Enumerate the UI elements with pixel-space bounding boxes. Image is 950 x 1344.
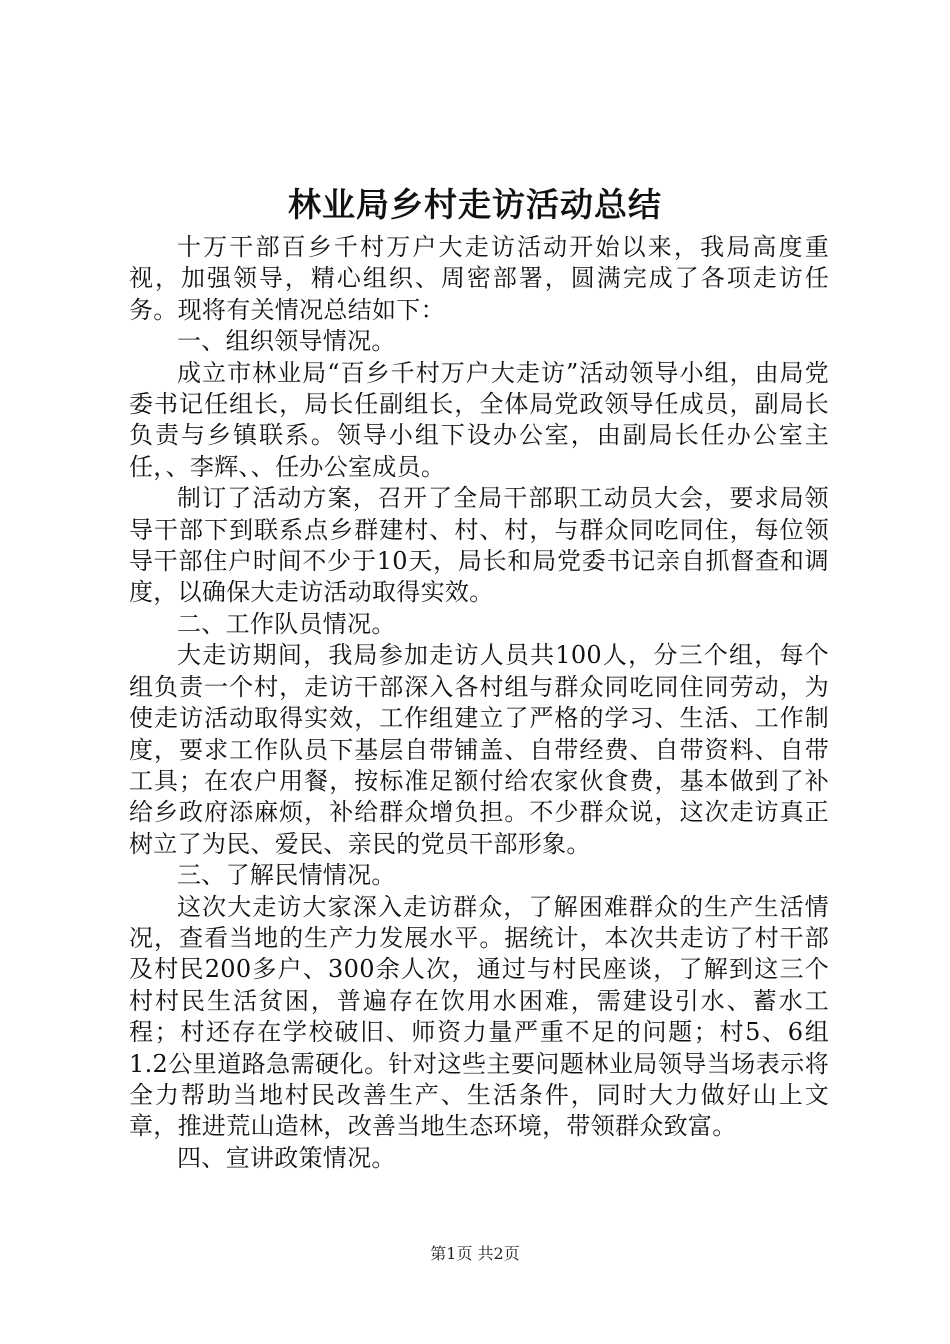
paragraph-public-situation: 这次大走访大家深入走访群众，了解困难群众的生产生活情况，查看当地的生产力发展水平。据统计，本次共走访了村干部及村民200多户、300余人次，通过与村民座谈，了解到这三个村村民生活贫困，普遍存在饮用水困难，需建设引水、蓄水工程；村还存在学校破旧、师资力量严重不足的问题；村5、6组1.2公里道路急需硬化。针对这些主要问题林业局领导当场表示将全力帮助当地村民改善生产、生活条件，同时大力做好山上文章，推进荒山造林，改善当地生态环境，带领群众致富。 bbox=[129, 892, 829, 1141]
document-body bbox=[129, 232, 829, 1174]
section-heading-4: 四、宣讲政策情况。 bbox=[177, 1143, 396, 1172]
section-heading-3: 三、了解民情情况。 bbox=[177, 861, 396, 890]
section-heading-2: 二、工作队员情况。 bbox=[177, 609, 396, 638]
section-heading-1: 一、组织领导情况。 bbox=[177, 327, 396, 356]
document-title: 林业局乡村走访活动总结 bbox=[288, 185, 662, 224]
paragraph-intro: 十万干部百乡千村万户大走访活动开始以来，我局高度重视，加强领导，精心组织、周密部署，圆满完成了各项走访任务。现将有关情况总结如下： bbox=[129, 233, 829, 324]
paragraph-work-team: 大走访期间，我局参加走访人员共100人，分三个组，每个组负责一个村，走访干部深入各村组与群众同吃同住同劳动，为使走访活动取得实效，工作组建立了严格的学习、生活、工作制度，要求工作队员下基层自带铺盖、自带经费、自带资料、自带工具；在农户用餐，按标准足额付给农家伙食费，基本做到了补给乡政府添麻烦，补给群众增负担。不少群众说，这次走访真正树立了为民、爱民、亲民的党员干部形象。 bbox=[129, 641, 829, 858]
paragraph-leadership-group: 成立市林业局“百乡千村万户大走访”活动领导小组，由局党委书记任组长，局长任副组长，全体局党政领导任成员，副局长负责与乡镇联系。领导小组下设办公室，由副局长任办公室主任，、李辉、、任办公室成员。 bbox=[129, 358, 829, 481]
page-number-footer: 第1页 共2页 bbox=[430, 1244, 520, 1263]
paragraph-activity-plan: 制订了活动方案，召开了全局干部职工动员大会，要求局领导干部下到联系点乡群建村、村、村，与群众同吃同住，每位领导干部住户时间不少于10天，局长和局党委书记亲自抓督查和调度，以确保大走访活动取得实效。 bbox=[129, 484, 829, 607]
